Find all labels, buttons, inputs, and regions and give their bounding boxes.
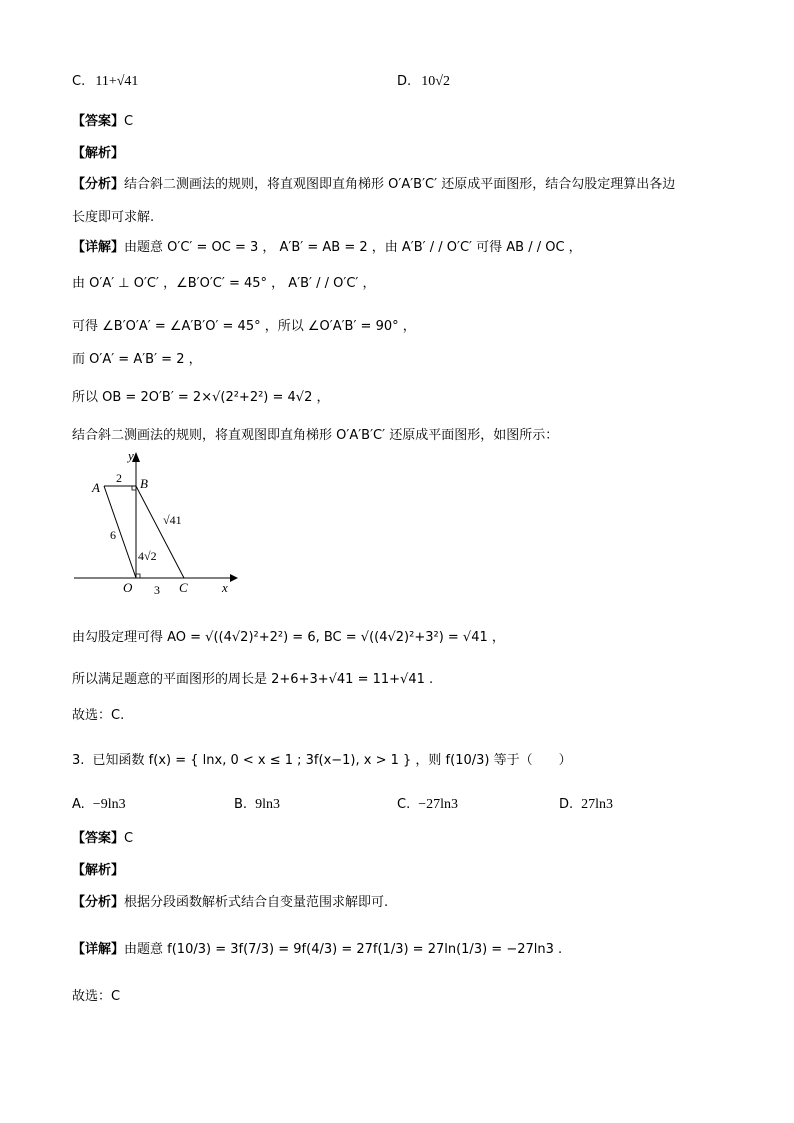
q3-detail: 【详解】由题意 f(10/3) = 3f(7/3) = 9f(4/3) = 27f(1/3) = 27ln(1/3) = −27ln3 . (72, 942, 563, 957)
q2-detail-line8: 所以满足题意的平面图形的周长是 2+6+3+√41 = 11+√41 . (72, 672, 434, 687)
option-d-prev-value: 10√2 (421, 74, 450, 89)
length-oc: 3 (154, 583, 160, 597)
option-d-prev: D. 10√2 (397, 74, 450, 89)
right-angle-o (136, 574, 140, 578)
q2-detail-line1: 【详解】由题意 O′C′ = OC = 3 ， A′B′ = AB = 2 ，由 A′B′ / / O′C′ 可得 AB / / OC ， (72, 240, 582, 255)
label-x: x (222, 580, 228, 595)
q3-fenxi: 【分析】根据分段函数解析式结合自变量范围求解即可. (72, 895, 389, 910)
x-axis-arrow (230, 574, 238, 582)
q2-fenxi-line2: 长度即可求解. (72, 210, 155, 225)
segment-bc (136, 486, 184, 578)
q3-option-c: C. −27ln3 (397, 797, 459, 812)
length-ob: 4√2 (138, 549, 157, 563)
q2-fenxi-line1: 【分析】结合斜二测画法的规则，将直观图即直角梯形 O′A′B′C′ 还原成平面图形，结合勾股定理算出各边 (72, 177, 676, 192)
segment-ao (104, 486, 136, 578)
length-bc: √41 (163, 513, 182, 527)
label-a: A (92, 480, 100, 495)
q3-analysis-heading: 【解析】 (72, 863, 125, 878)
q3-answer: 【答案】C (72, 831, 134, 846)
q3-option-b: B. 9ln3 (234, 797, 280, 812)
q2-detail-line3: 可得 ∠B′O′A′ = ∠A′B′O′ = 45° ，所以 ∠O′A′B′ = 90° ， (72, 319, 416, 334)
trapezoid-figure (70, 450, 240, 598)
q2-detail-line4: 而 O′A′ = A′B′ = 2 ， (72, 352, 202, 367)
q2-detail-line5: 所以 OB = 2O′B′ = 2×√(2²+2²) = 4√2 ， (72, 390, 330, 405)
q2-detail-line2: 由 O′A′ ⊥ O′C′ ，∠B′O′C′ = 45° ， A′B′ / / O′C′ ， (72, 276, 376, 291)
q3-option-a: A. −9ln3 (72, 797, 126, 812)
q2-detail-line7: 由勾股定理可得 AO = √((4√2)²+2²) = 6, BC = √((4√2)²+3²) = √41 ， (72, 630, 505, 645)
label-c: C (179, 580, 188, 595)
length-ab: 2 (116, 471, 122, 485)
label-y: y (128, 450, 134, 463)
q3-option-d: D. 27ln3 (559, 797, 614, 812)
label-b: B (140, 476, 148, 491)
q2-answer: 【答案】C (72, 114, 134, 129)
q2-conclusion: 故选：C. (72, 708, 125, 723)
q2-detail-line6: 结合斜二测画法的规则，将直观图即直角梯形 O′A′B′C′ 还原成平面图形，如图所示： (72, 428, 559, 443)
length-ao: 6 (110, 528, 116, 542)
label-o: O (123, 580, 133, 595)
right-angle-b (132, 486, 136, 490)
option-c-prev-value: 11+√41 (95, 74, 139, 89)
q2-analysis-heading: 【解析】 (72, 146, 125, 161)
q3-conclusion: 故选：C (72, 989, 121, 1004)
q3-stem: 3. 已知函数 f(x) = { lnx, 0 < x ≤ 1 ; 3f(x−1), x > 1 } ，则 f(10/3) 等于（ ） (72, 753, 572, 768)
option-c-prev: C. 11+√41 (72, 74, 139, 89)
